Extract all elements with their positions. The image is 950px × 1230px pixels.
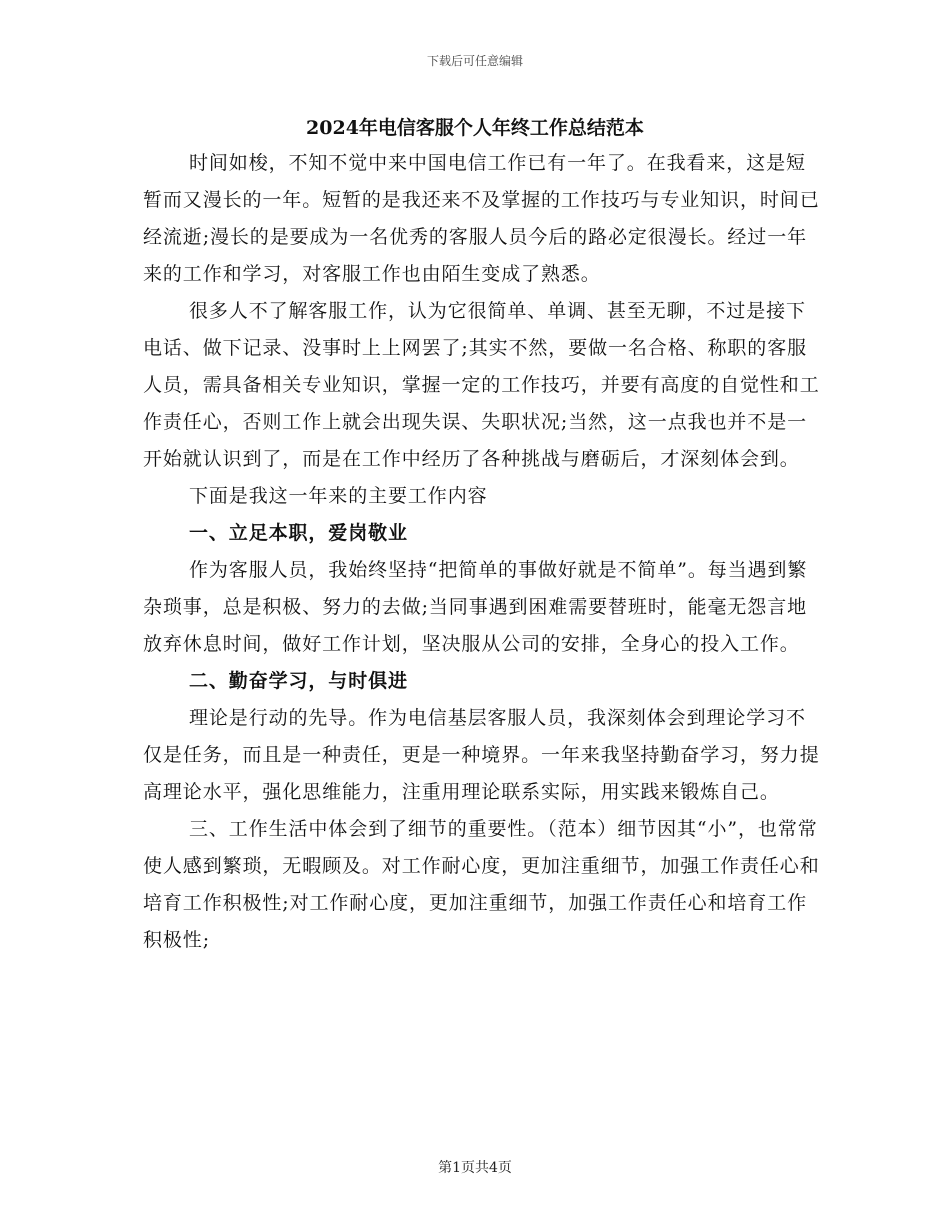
paragraph-section-3: 三、工作生活中体会到了细节的重要性。（范本）细节因其“小”，也常常使人感到繁琐，无暇顾及。对工作耐心度，更加注重细节，加强工作责任心和培育工作积极性;对工作耐心度，更加注重细节，加强工作责任心和培育工作积极性; bbox=[143, 818, 820, 951]
paragraph-section-2: 理论是行动的先导。作为电信基层客服人员，我深刻体会到理论学习不仅是任务，而且是一种责任，更是一种境界。一年来我坚持勤奋学习，努力提高理论水平，强化思维能力，注重用理论联系实际，用实践来锻炼自己。 bbox=[143, 707, 820, 803]
header-note: 下载后可任意编辑 bbox=[426, 54, 523, 68]
document-title: 2024年电信客服个人年终工作总结范本 bbox=[306, 117, 644, 139]
section-heading-1: 一、立足本职，爱岗敬业 bbox=[189, 522, 408, 544]
document-body bbox=[143, 145, 823, 959]
paragraph-customer-service: 很多人不了解客服工作，认为它很简单、单调、甚至无聊，不过是接下电话、做下记录、没事时上上网罢了;其实不然，要做一名合格、称职的客服人员，需具备相关专业知识，掌握一定的工作技巧，并要有高度的自觉性和工作责任心，否则工作上就会出现失误、失职状况;当然，这一点我也并不是一开始就认识到了，而是在工作中经历了各种挑战与磨砺后，才深刻体会到。 bbox=[143, 300, 820, 470]
paragraph-section-1: 作为客服人员，我始终坚持“把简单的事做好就是不简单”。每当遇到繁杂琐事，总是积极、努力的去做;当同事遇到困难需要替班时，能毫无怨言地放弃休息时间，做好工作计划，坚决服从公司的安排，全身心的投入工作。 bbox=[143, 559, 808, 655]
paragraph-work-content-intro: 下面是我这一年来的主要工作内容 bbox=[189, 485, 488, 507]
page-number: 第1页共4页 bbox=[438, 1160, 512, 1176]
section-heading-2: 二、勤奋学习，与时俱进 bbox=[189, 670, 408, 692]
paragraph-intro: 时间如梭，不知不觉中来中国电信工作已有一年了。在我看来，这是短暂而又漫长的一年。短暂的是我还来不及掌握的工作技巧与专业知识，时间已经流逝;漫长的是要成为一名优秀的客服人员今后的路必定很漫长。经过一年来的工作和学习，对客服工作也由陌生变成了熟悉。 bbox=[143, 152, 820, 285]
